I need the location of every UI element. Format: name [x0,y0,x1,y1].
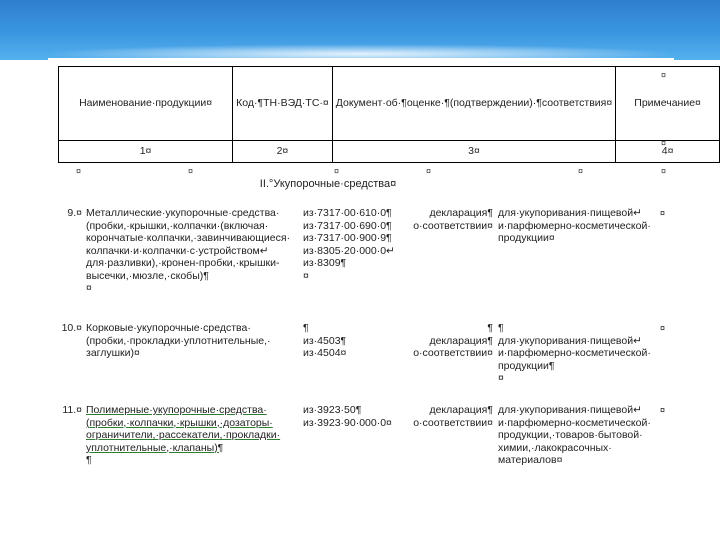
product-note [498,207,651,245]
product-note-line: продукции¶ [498,359,555,372]
product-name-line: колпачки·и·колпачки·с·устройством↵ [86,244,269,257]
product-code-line: из·7317·00·610·0¶ [303,207,392,219]
row-number: 10.¤ [61,322,82,334]
header-document: Документ·об·¶оценке·¶(подтверждении)·¶соответствия¤ [332,67,615,141]
product-name-line: (пробки,·крышки,·колпачки·(включая· [86,219,269,232]
table-number-row [59,141,720,163]
products-table [58,66,720,163]
product-code-line: из·7317·00·900·9¶ [303,232,392,244]
product-name [86,404,294,467]
end-of-row-mark: ¤ [660,323,666,333]
product-name-line: заглушки)¤ [86,347,140,359]
product-note-line: ¶ [498,322,504,334]
col-number-3: 3¤ [332,141,615,163]
product-document-line: декларация¶ [429,404,493,416]
product-name-line: (пробки,·прокладки·уплотнительные,· [86,334,271,347]
product-code-line: из·7317·00·690·0¶ [303,219,392,232]
product-document-line: о·соответствии¤ [413,219,493,232]
product-name-line: ¤ [86,282,92,294]
product-note-line: и·парфюмерно-косметической· [498,219,651,232]
product-code-line: из·8305·20·000·0↵ [303,244,395,257]
product-name-line: ¶ [86,454,92,466]
product-note-line: для·укупоривания·пищевой↵ [498,404,642,416]
product-note-line: химии,·лакокрасочных· [498,441,612,454]
product-code [303,322,393,360]
end-of-row-mark: ¤ [661,70,667,80]
row-number: 9.¤ [67,207,82,219]
product-note-line: продукции¤ [498,232,555,244]
end-of-row-mark: ¤ [661,166,667,176]
product-name-line: (пробки,·колпачки,·крышки,·дозаторы· [86,416,273,429]
product-document [403,207,493,232]
product-note-line: и·парфюмерно-косметической· [498,347,651,359]
cell-mark: ¤ [334,166,340,176]
end-of-row-mark: ¤ [660,208,666,218]
col-number-2: 2¤ [233,141,333,163]
col-number-4: 4¤ [616,141,720,163]
cell-mark: ¤ [188,166,194,176]
product-name-line: высечки,·мюзле,·скобы)¶ [86,269,209,282]
product-name-line: корончатые·колпачки,·завинчивающиеся· [86,232,291,244]
product-document-line: о·соответствии¤ [413,347,493,359]
product-code-line: из·4503¶ [303,334,347,347]
product-note [498,404,651,467]
end-of-row-mark: ¤ [661,138,667,148]
col-number-1: 1¤ [59,141,233,163]
end-of-row-mark: ¤ [660,405,666,415]
product-name-line: ограничители,·рассекатели,·прокладки· [86,429,281,441]
product-name [86,207,294,295]
product-name-line: Металлические·укупорочные·средства· [86,207,280,219]
product-name-line: для·разливки),·кронен-пробки,·крышки- [86,257,280,269]
product-document [403,322,493,360]
product-document-line: ¶ [487,322,493,334]
product-code [303,404,393,429]
header-note: Примечание¤ [616,67,720,141]
product-name-line: Корковые·укупорочные·средства· [86,322,251,334]
product-document-line: декларация¶ [429,334,493,347]
product-note-line: материалов¤ [498,454,563,466]
product-note-line: для·укупоривания·пищевой↵ [498,207,642,219]
product-name [86,322,294,360]
product-code-line: из·8309¶ [303,257,347,269]
header-product-name: Наименование·продукции¤ [59,67,233,141]
product-code-line: ¤ [303,269,309,282]
product-name-line: уплотнительные,·клапаны)¶ [86,441,224,454]
product-code-line: из·3923·90·000·0¤ [303,416,392,429]
product-note-line: и·парфюмерно-косметической· [498,416,651,429]
product-code-line: ¶ [303,322,309,334]
product-code-line: из·4504¤ [303,347,347,359]
header-code: Код·¶ТН·ВЭД·ТС·¤ [233,67,333,141]
product-name-line: Полимерные·укупорочные·средства· [86,404,267,416]
cell-mark: ¤ [578,166,584,176]
product-code [303,207,393,282]
product-note [498,322,651,385]
product-code-line: из·3923·50¶ [303,404,362,416]
product-note-line: продукции,·товаров·бытовой· [498,429,643,441]
row-number: 11.¤ [62,404,82,416]
cell-mark: ¤ [76,166,82,176]
product-document-line: о·соответствии¤ [413,416,493,429]
product-note-line: для·укупоривания·пищевой↵ [498,334,642,347]
product-document-line: декларация¶ [429,207,493,219]
section-title: II.°Укупорочные·средства¤ [259,178,397,190]
table-header-row [59,67,720,141]
product-note-line: ¤ [498,372,504,384]
product-document [403,404,493,429]
cell-mark: ¤ [426,166,432,176]
